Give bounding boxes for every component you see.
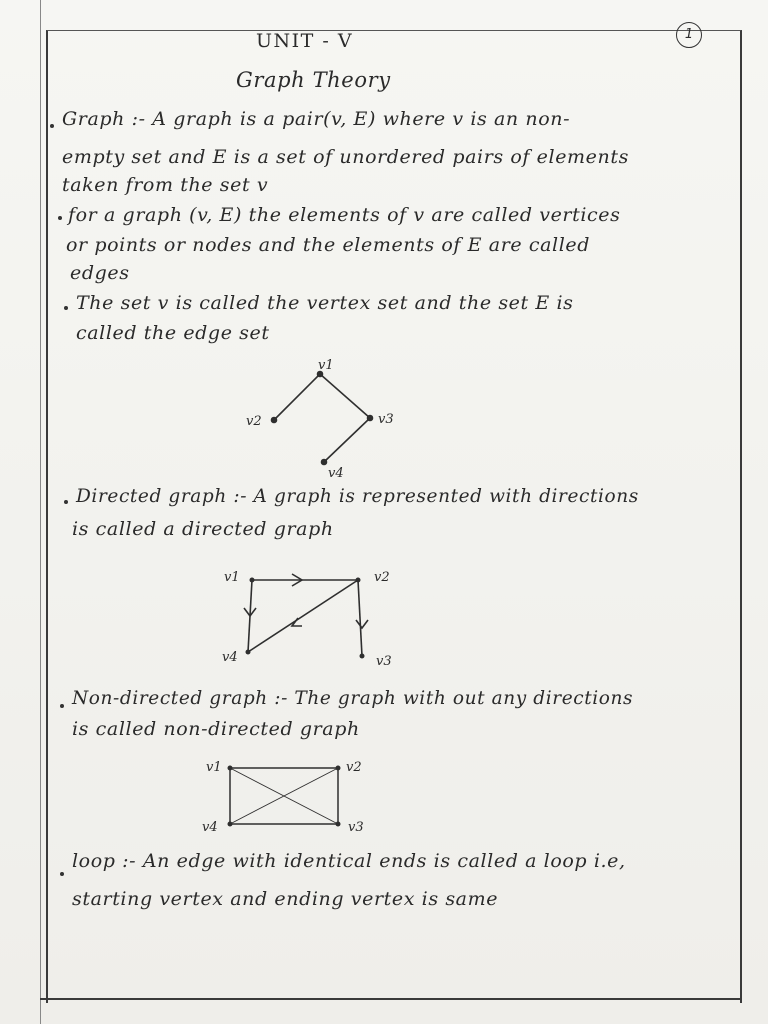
non-directed-graph [228,766,341,827]
graph-def-line-3: taken from the set v [62,174,269,196]
bullet-dot [60,704,64,708]
directed-graph [244,574,368,659]
graph-def-line-2: empty set and E is a set of unordered pairs of elements [62,146,629,168]
bullet1-line-2: or points or nodes and the elements of E are called [66,234,590,256]
nondirected-line-2: is called non-directed graph [72,718,360,740]
nondirected-line-1: Non-directed graph :- The graph with out any directions [72,688,634,709]
vertex-label: v1 [318,358,334,373]
page-title: Graph Theory [236,68,391,92]
directed-line-1: Directed graph :- A graph is represented with directions [76,486,639,507]
bullet2-line-2: called the edge set [76,322,270,344]
vertex-label: v2 [246,414,262,429]
bullet1-line-1: for a graph (v, E) the elements of v are called vertices [68,204,621,226]
bullet1-line-3: edges [70,262,130,284]
vertex-label: v1 [224,570,240,585]
vertex-label: v1 [206,760,222,775]
undirected-path-graph [272,372,373,465]
vertex-label: v4 [328,466,344,481]
vertex-label: v2 [374,570,390,585]
graph-def-line-1: Graph :- A graph is a pair(v, E) where v is an non- [62,108,571,130]
loop-line-1: loop :- An edge with identical ends is called a loop i.e, [72,850,626,872]
vertex-label: v3 [348,820,364,835]
bullet2-line-1: The set v is called the vertex set and the set E is [76,292,574,314]
vertex-label: v3 [376,654,392,669]
vertex-label: v4 [202,820,218,835]
unit-heading: UNIT - V [256,30,354,52]
bullet-dot [64,500,68,504]
bullet-dot [60,872,64,876]
directed-line-2: is called a directed graph [72,518,334,540]
loop-line-2: starting vertex and ending vertex is same [72,888,499,910]
vertex-label: v2 [346,760,362,775]
vertex-label: v4 [222,650,238,665]
vertex-label: v3 [378,412,394,427]
page-number: 1 [676,22,702,48]
